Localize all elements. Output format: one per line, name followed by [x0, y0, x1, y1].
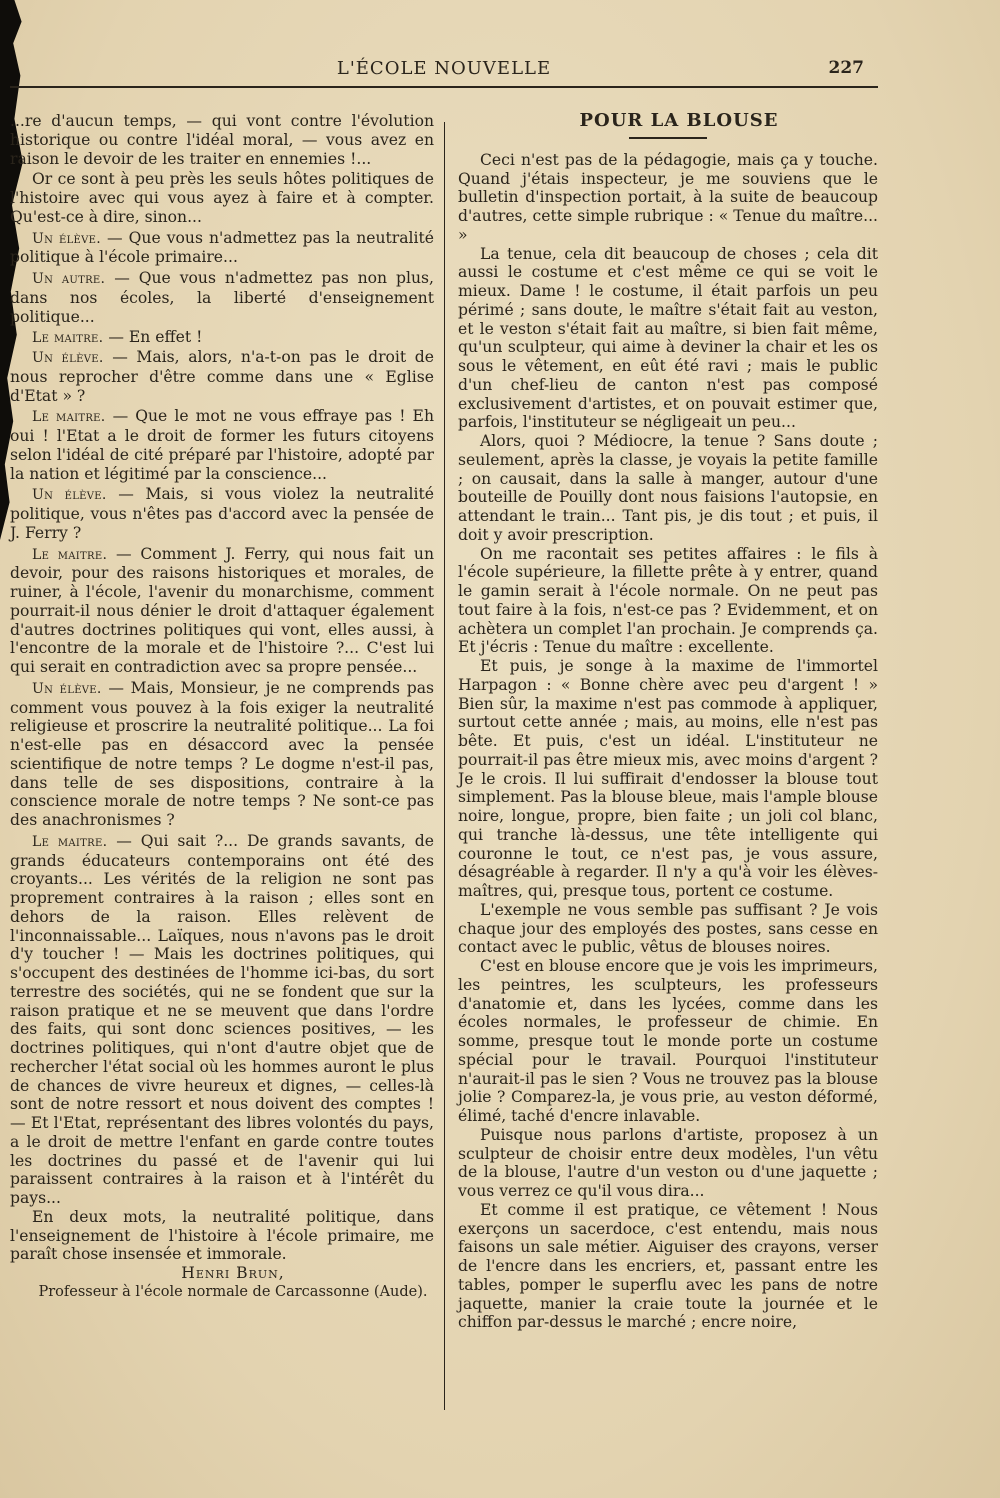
title-rule: [629, 137, 707, 139]
speaker: Un élève.: [32, 350, 104, 366]
dialogue-line: Un élève. — Que vous n'admettez pas la neutralité politique à l'école primaire...: [10, 228, 434, 267]
speaker: Un élève.: [32, 230, 101, 247]
paragraph: Et comme il est pratique, ce vêtement ! Nous exerçons un sacerdoce, c'est entendu, mais nous faisons un sale métier. Aiguiser des crayons, verser de l'encre dans les encriers, et, passant entre les tables, pomper le superflu avec les pans de notre jaquette, manier la craie toute la journée et le chiffon par-dessus le marché ; encre noire,: [458, 1200, 878, 1332]
article-title: POUR LA BLOUSE: [579, 110, 779, 131]
speaker: Un élève.: [32, 487, 107, 504]
column-divider: [444, 122, 445, 1410]
dialogue-line: Un élève. — Mais, Monsieur, je ne comprends pas comment vous pouvez à la fois exiger la neutralité religieuse et proscrire la neutralité politique... La foi n'est-elle pas en désaccord avec la pensée scientifique de notre temps ? Le dogme n'est-il pas, dans telle de ses dispositions, contraire à la conscience morale de notre temps ? Ne sont-ce pas des anachronismes ?: [10, 678, 434, 829]
paragraph: ...re d'aucun temps, — qui vont contre l'évolution historique ou contre l'idéal moral, — vous avez en raison le devoir de les traiter en ennemies !...: [10, 112, 434, 168]
paragraph: C'est en blouse encore que je vois les imprimeurs, les peintres, les sculpteurs, les professeurs d'anatomie et, dans les lycées, comme dans les écoles normales, le professeur de chimie. En somme, presque tout le monde porte un costume spécial pour le travail. Pourquoi l'instituteur n'aurait-il pas le sien ? Vous ne trouvez pas la blouse jolie ? Comparez-la, je vous prie, au veston déformé, élimé, taché d'encre inlavable.: [458, 957, 878, 1125]
dialogue-line: Le maitre. — Comment J. Ferry, qui nous fait un devoir, pour des raisons historiques et morales, de ruiner, à l'école, l'avenir du monarchisme, comment pourrait-il nous dénier le droit d'attaquer également d'autres doctrines politiques qui vont, elles aussi, à l'encontre de la morale et de l'histoire ?... C'est lui qui serait en contradiction avec sa propre pensée...: [10, 544, 434, 676]
paragraph: Puisque nous parlons d'artiste, proposez à un sculpteur de choisir entre deux modèles, l'un vêtu de la blouse, l'autre d'un veston ou d'une jaquette ; vous verrez ce qu'il vous dira...: [458, 1125, 878, 1200]
dialogue-line: Un élève. — Mais, si vous violez la neutralité politique, vous n'êtes pas d'accord avec la pensée de J. Ferry ?: [10, 485, 434, 542]
paragraph: Et puis, je songe à la maxime de l'immortel Harpagon : « Bonne chère avec peu d'argent ! » Bien sûr, la maxime n'est pas commode à appliquer, surtout cette année ; mais, au moins, elle n'est pas bête. Et puis, c'est un idéal. L'instituteur ne pourrait-il pas être mieux mis, avec moins d'argent ? Je le crois. Il lui suffirait d'endosser la blouse tout simplement. Pas la blouse bleue, mais l'ample blouse noire, longue, propre, bien faite ; un joli col blanc, qui tranche là-dessus, une tête intelligente qui couronne le tout, ce n'est pas, je vous assure, désagréable à regarder. Il n'y a qu'à voir les élèves-maîtres, qui, presque tous, portent ce costume.: [458, 657, 878, 900]
paragraph: En deux mots, la neutralité politique, dans l'enseignement de l'histoire à l'école primaire, me paraît chose insensée et immorale.: [10, 1207, 434, 1264]
page-header: [10, 58, 878, 88]
paragraph: Ceci n'est pas de la pédagogie, mais ça y touche. Quand j'étais inspecteur, je me souviens que le bulletin d'inspection portait, à la suite de beaucoup d'autres, cette simple rubrique : « Tenue du maître... »: [458, 150, 878, 244]
paragraph: Or ce sont à peu près les seuls hôtes politiques de l'histoire avec qui vous ayez à faire et à compter. Qu'est-ce à dire, sinon...: [10, 170, 434, 226]
journal-title: L'ÉCOLE NOUVELLE: [336, 58, 552, 79]
author-affiliation: Professeur à l'école normale de Carcassonne (Aude).: [38, 1283, 428, 1300]
paragraph: Alors, quoi ? Médiocre, la tenue ? Sans doute ; seulement, après la classe, je voyais la petite famille ; on causait, dans la salle à manger, autour d'une bouteille de Pouilly dont nous faisions l'autopsie, en attendant le train... Tant pis, je dis tout ; et puis, il doit y avoir prescription.: [458, 432, 878, 544]
page-number: 227: [828, 58, 864, 78]
speaker: Le maitre.: [32, 409, 106, 426]
dialogue-line: Un élève. — Mais, alors, n'a-t-on pas le droit de nous reprocher d'être comme dans une « Eglise d'Etat » ?: [10, 348, 434, 405]
dialogue-line: Le maitre. — Que le mot ne vous effraye pas ! Eh oui ! l'Etat a le droit de former les futurs citoyens selon l'idéal de cité préparé par l'histoire, adopté par la nation et légitimé par la conscience...: [10, 407, 434, 483]
paragraph: On me racontait ses petites affaires : le fils à l'école supérieure, la fillette prête à y entrer, quand le gamin serait à l'école normale. On ne peut pas tout faire à la fois, n'est-ce pas ? Evidemment, et on achètera un complet l'an prochain. Je comprends ça. Et j'écris : Tenue du maître : excellente.: [458, 544, 878, 657]
speaker: Le maitre.: [32, 833, 108, 850]
left-column: [10, 112, 434, 1302]
speaker: Un autre.: [32, 271, 106, 287]
dialogue-line: Le maitre. — Qui sait ?... De grands savants, de grands éducateurs contemporains ont été des croyants... Les vérités de la religion ne sont pas proprement contraires à la raison ; elles sont en dehors de la raison. Elles relèvent de l'inconnaissable... Laïques, nous n'avons pas le droit d'y toucher ! — Mais les doctrines politiques, qui s'occupent des destinées de l'homme ici-bas, du sort terrestre des sociétés, qui ne se fondent que sur la raison pratique et ne se meuvent que dans l'ordre des faits, qui sont donc sciences positives, — les doctrines politiques, qui n'ont d'autre objet que de rechercher l'état social où les hommes auront le plus de chances de vivre heureux et dignes, — celles-là sont de notre ressort et nous doivent des comptes ! — Et l'Etat, représentant des libres volontés du pays, a le droit de mettre l'enfant en garde contre toutes les doctrines du passé et de l'avenir qui lui paraissent contraires à la raison et à l'intérêt du pays...: [10, 831, 434, 1207]
paragraph: L'exemple ne vous semble pas suffisant ? Je vois chaque jour des employés des postes, sans cesse en contact avec le public, vêtus de blouses noires.: [458, 900, 878, 957]
dialogue-line: Le maitre. — En effet !: [32, 328, 203, 347]
paragraph: La tenue, cela dit beaucoup de choses ; cela dit aussi le costume et c'est même ce qui se voit le mieux. Dame ! le costume, il était parfois un peu périmé ; sans doute, le maître s'était fait au veston, et le veston s'était fait au maître, si bien fait même, qu'un sculpteur, qui aime à deviner la chair et les os sous le vêtement, en eût été ravi ; mais le public d'un chef-lieu de canton n'est pas composé exclusivement d'artistes, et on pouvait estimer que, parfois, l'instituteur se négligeait un peu...: [458, 244, 878, 432]
author-signature: Henri Brun,: [181, 1264, 285, 1282]
dialogue-line: Un autre. — Que vous n'admettez pas non plus, dans nos écoles, la liberté d'enseignement politique...: [10, 269, 434, 326]
speaker: Un élève.: [32, 680, 102, 697]
speaker: Le maitre.: [32, 330, 104, 347]
speaker: Le maitre.: [32, 546, 108, 563]
right-column: [458, 112, 878, 1332]
